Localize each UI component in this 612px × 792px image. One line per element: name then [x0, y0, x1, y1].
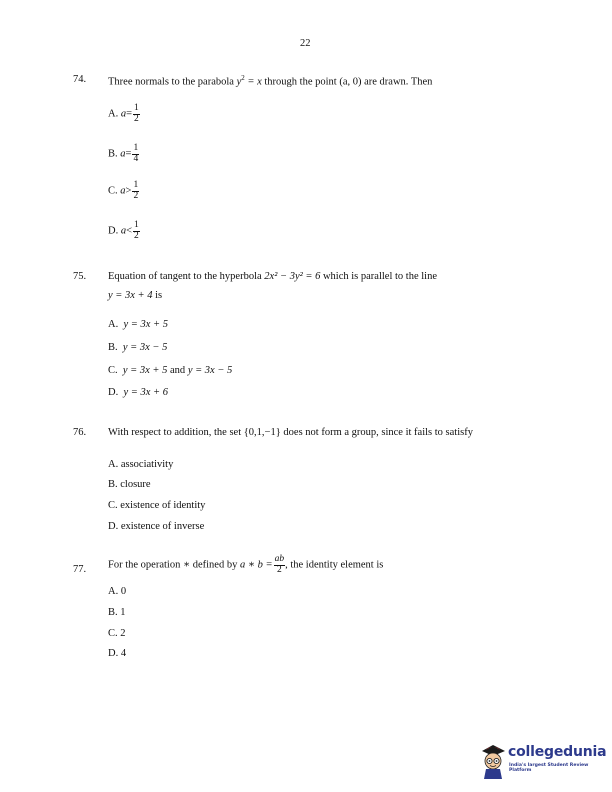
question-75-stem-line1: Equation of tangent to the hyperbola 2x² − 3y² = 6 which is parallel to the line	[108, 271, 437, 282]
logo-tagline: India's largest Student Review Platform	[509, 763, 589, 773]
question-76-option-c: C. existence of identity	[108, 500, 206, 511]
question-74-stem: Three normals to the parabola $y^2 = x$ through the point (a, 0) are drawn. Then	[108, 74, 433, 88]
question-77-option-b: B. 1	[108, 607, 126, 618]
question-75-option-b: B. y = 3x − 5	[108, 342, 168, 353]
question-75-option-a: A. y = 3x + 5	[108, 319, 168, 330]
question-77-option-c: C. 2	[108, 628, 126, 639]
question-75-option-d: D. y = 3x + 6	[108, 387, 168, 398]
page-number: 22	[300, 38, 311, 49]
question-75-stem-line2: y = 3x + 4 is	[108, 290, 163, 301]
question-74-option-d: D. a< $\frac{1}{2}$	[108, 220, 139, 241]
question-74-option-a: A. a= $\frac{1}{2}$	[108, 103, 139, 124]
question-75-option-c: C. y = 3x + 5 and y = 3x − 5	[108, 365, 233, 376]
question-76-option-a: A. associativity	[108, 459, 174, 470]
question-76-option-d: D. existence of inverse	[108, 521, 205, 532]
collegedunia-logo	[478, 741, 608, 785]
question-77-option-d: D. 4	[108, 648, 127, 659]
question-75-number: 75.	[73, 271, 87, 282]
student-mascot-icon	[478, 741, 508, 781]
question-77-number: 77.	[73, 564, 87, 575]
question-76-stem: With respect to addition, the set {0,1,−1} does not form a group, since it fails to satisfy	[108, 427, 473, 438]
question-76-number: 76.	[73, 427, 87, 438]
logo-wordmark: collegedunia	[508, 744, 607, 760]
question-77-stem: For the operation ∗ defined by a ∗ b = $\frac{ab}{2}$ , the identity element is	[108, 554, 384, 575]
question-76-option-b: B. closure	[108, 479, 151, 490]
question-74-option-b: B. a= $\frac{1}{4}$	[108, 143, 139, 164]
question-74-number: 74.	[73, 74, 87, 85]
question-74-option-c: C. a> $\frac{1}{2}$	[108, 180, 139, 201]
question-77-option-a: A. 0	[108, 586, 127, 597]
